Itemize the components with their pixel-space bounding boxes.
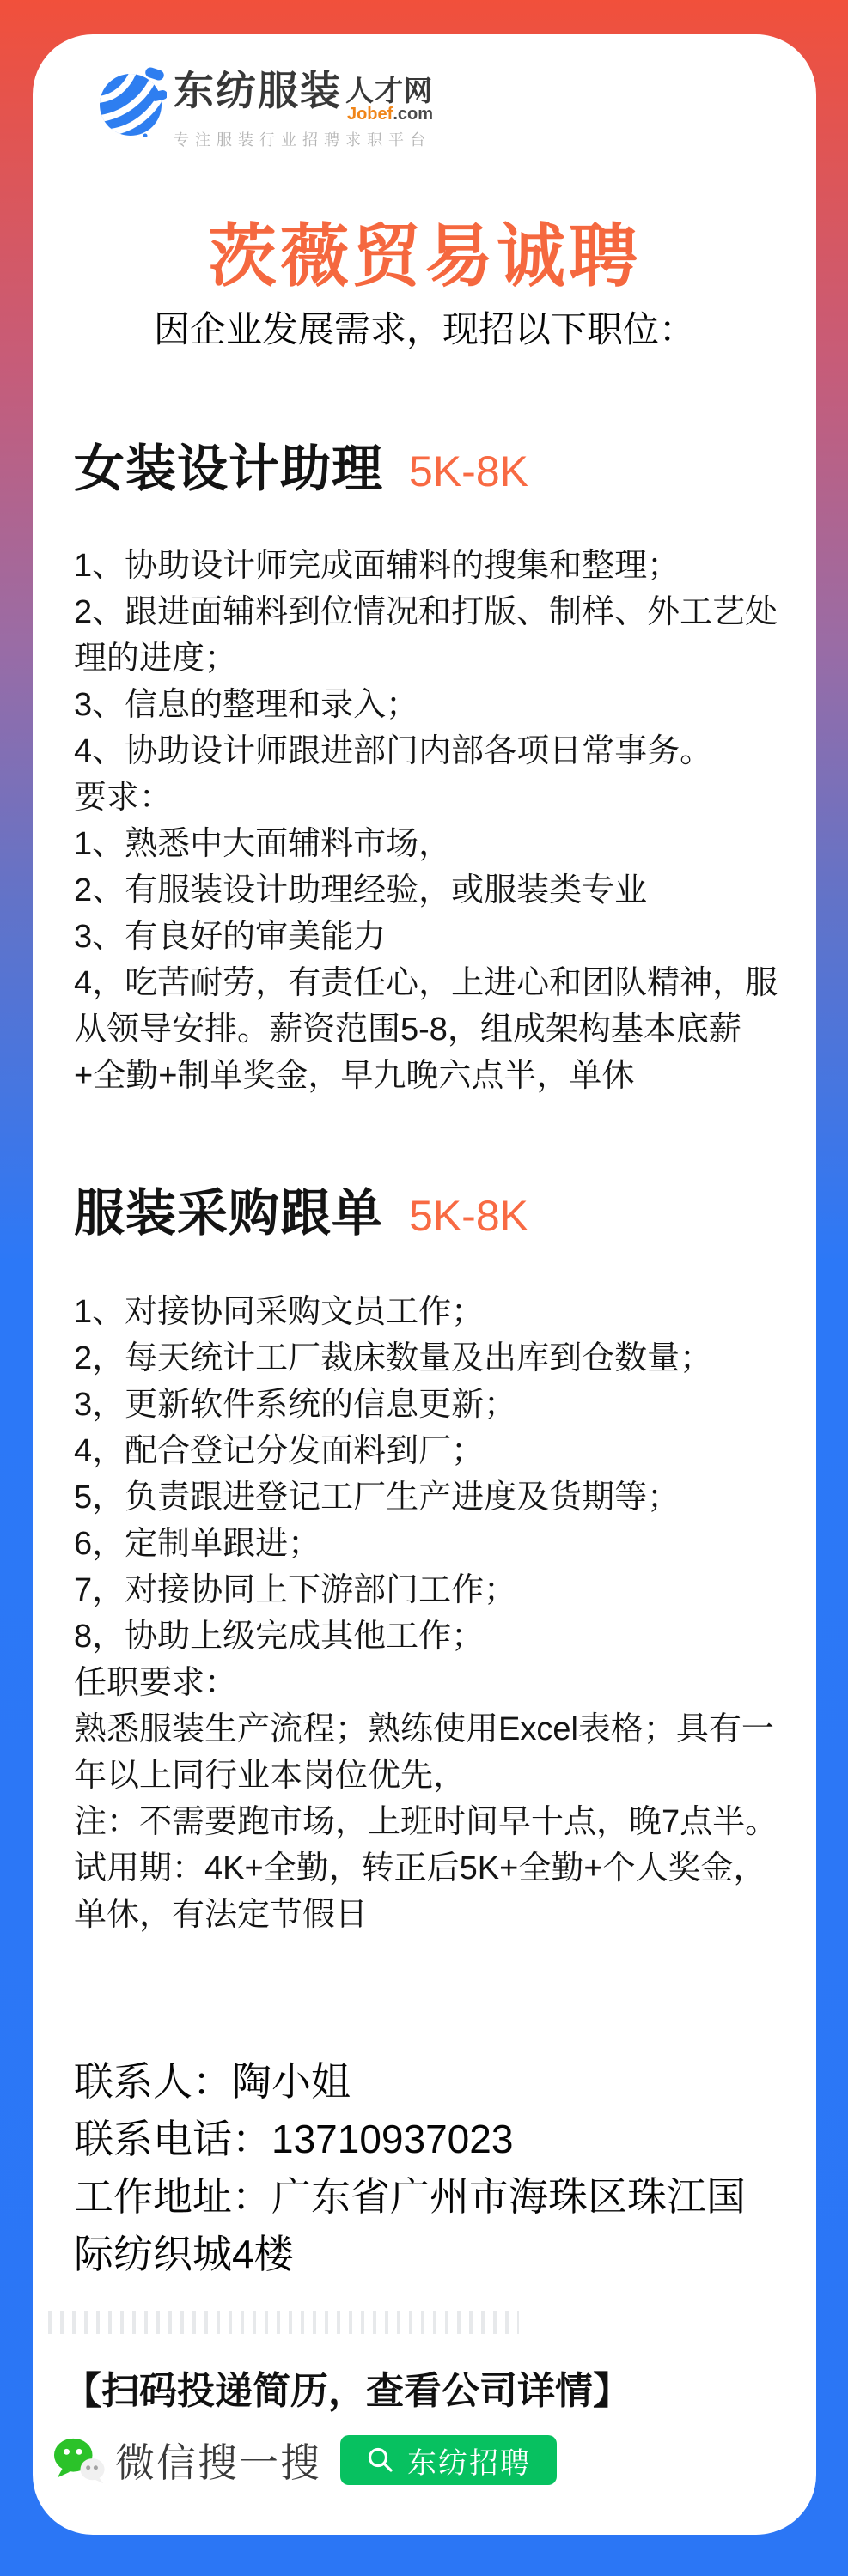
job-section-design-assistant	[74, 440, 778, 1099]
search-button-label: 东纺招聘	[407, 2446, 531, 2480]
job-requirement-line: 1、熟悉中大面辅料市场，	[74, 826, 452, 862]
job-requirement-line: 2、有服装设计助理经验，或服装类专业	[74, 872, 648, 908]
job-description	[74, 543, 792, 1099]
job-duty-line: 3，更新软件系统的信息更新；	[74, 1387, 517, 1423]
salary-badge: 5K-8K	[409, 1192, 528, 1240]
job-section-purchasing-merchandiser	[74, 1185, 778, 1938]
wechat-search-button[interactable]	[340, 2435, 557, 2485]
job-duty-line: 3、信息的整理和录入；	[74, 687, 419, 723]
wechat-icon	[53, 2436, 107, 2484]
job-duty-line: 7，对接协同上下游部门工作；	[74, 1572, 517, 1608]
brand-domain: Jobef.com	[346, 105, 433, 124]
yarn-globe-icon	[96, 65, 167, 137]
job-duty-line: 1、协助设计师完成面辅料的搜集和整理；	[74, 548, 680, 584]
job-duty-line: 8，协助上级完成其他工作；	[74, 1619, 485, 1655]
contact-person: 联系人：陶小姐	[74, 2059, 351, 2104]
job-duty-line: 4，配合登记分发面料到厂；	[74, 1433, 485, 1469]
job-duty-line: 2、跟进面辅料到位情况和打版、制样、外工艺处理的进度；	[74, 594, 778, 677]
salary-badge: 5K-8K	[409, 447, 528, 495]
job-requirement-line: 熟悉服装生产流程；熟练使用Excel表格；具有一年以上同行业本岗位优先，	[74, 1711, 774, 1794]
contact-phone: 联系电话：13710937023	[74, 2117, 514, 2161]
wechat-search-label: 微信搜一搜	[115, 2440, 321, 2485]
logo-text	[174, 70, 433, 150]
poster-subtitle: 因企业发展需求，现招以下职位：	[153, 309, 695, 349]
contact-block	[74, 2053, 753, 2283]
poster-card	[33, 34, 816, 2535]
job-duty-line: 2，每天统计工厂裁床数量及出库到仓数量；	[74, 1340, 713, 1376]
job-title: 服装采购跟单	[74, 1185, 384, 1242]
wechat-search-row	[53, 2432, 775, 2488]
brand-suffix: 人才网	[345, 75, 433, 106]
tick-divider	[48, 2311, 519, 2334]
job-duty-line: 5，负责跟进登记工厂生产进度及货期等；	[74, 1479, 680, 1516]
job-title: 女装设计助理	[74, 440, 384, 497]
job-requirements-label: 任职要求：	[74, 1665, 238, 1701]
job-requirements-label: 要求：	[74, 780, 173, 816]
job-requirement-line: 3、有良好的审美能力	[74, 919, 387, 955]
poster-title: 茨薇贸易诚聘	[208, 218, 641, 295]
brand-name: 东纺服装	[174, 68, 342, 113]
job-duty-line: 1、对接协同采购文员工作；	[74, 1294, 485, 1330]
job-description	[74, 1289, 792, 1938]
job-requirement-line: 试用期：4K+全勤，转正后5K+全勤+个人奖金，单休，有法定节假日	[74, 1850, 766, 1933]
job-requirement-line: 注：不需要跑市场，上班时间早十点，晚7点半。	[74, 1804, 778, 1840]
brand-slogan: 专注服装行业招聘求职平台	[174, 131, 431, 149]
search-icon	[366, 2445, 395, 2475]
scan-hint: 【扫码投递简历，查看公司详情】	[64, 2370, 631, 2412]
job-duty-line: 4、协助设计师跟进部门内部各项日常事务。	[74, 733, 713, 769]
site-logo	[96, 65, 775, 150]
job-duty-line: 6，定制单跟进；	[74, 1526, 321, 1562]
job-requirement-line: 4，吃苦耐劳，有责任心，上进心和团队精神，服从领导安排。薪资范围5-8，组成架构基本底薪+全勤+制单奖金，早九晚六点半，单休	[74, 965, 778, 1094]
contact-address: 工作地址：广东省广州市海珠区珠江国际纺织城4楼	[74, 2174, 746, 2276]
